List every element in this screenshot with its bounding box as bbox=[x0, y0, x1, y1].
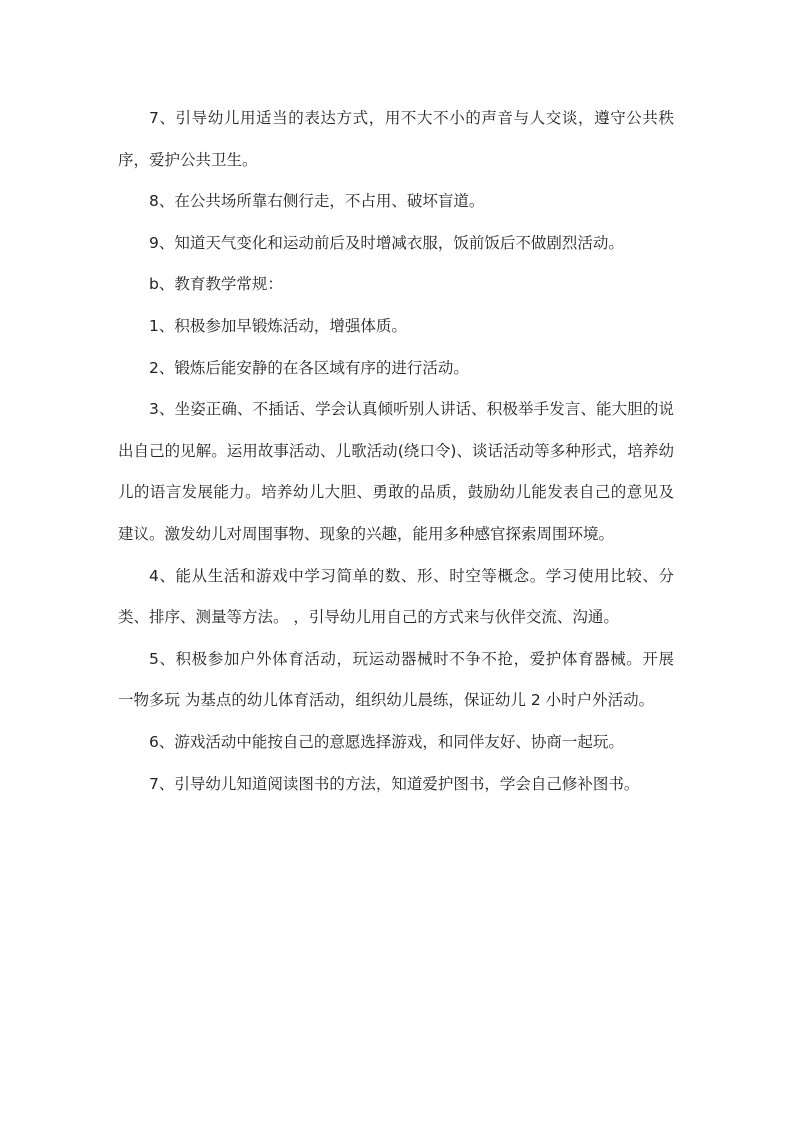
paragraph-item-4-math-concepts: 4、能从生活和游戏中学习简单的数、形、时空等概念。学习使用比较、分类、排序、测量等方法。 ，引导幼儿用自己的方式来与伙伴交流、沟通。 bbox=[118, 566, 674, 627]
paragraph-item-5-outdoor-sports: 5、积极参加户外体育活动，玩运动器械时不争不抢，爱护体育器械。开展 一物多玩 为基点的幼儿体育活动，组织幼儿晨练，保证幼儿 2 小时户外活动。 bbox=[118, 649, 674, 710]
document-body bbox=[118, 98, 674, 805]
paragraph-item-7-reading: 7、引导幼儿知道阅读图书的方法，知道爱护图书，学会自己修补图书。 bbox=[149, 774, 640, 793]
paragraph-item-1-morning-exercise: 1、积极参加早锻炼活动，增强体质。 bbox=[149, 316, 407, 335]
section-heading-teaching-routine: b、教育教学常规： bbox=[149, 275, 283, 294]
paragraph-item-6-games: 6、游戏活动中能按自己的意愿选择游戏，和同伴友好、协商一起玩。 bbox=[149, 732, 624, 751]
paragraph-item-8-walk-right: 8、在公共场所靠右侧行走，不占用、破坏盲道。 bbox=[149, 192, 485, 211]
paragraph-item-2-quiet-activity: 2、锻炼后能安静的在各区域有序的进行活动。 bbox=[149, 358, 469, 377]
paragraph-item-3-language: 3、坐姿正确、不插话、学会认真倾听别人讲话、积极举手发言、能大胆的说出自己的见解。运用故事活动、儿歌活动(绕口令)、谈话活动等多种形式，培养幼儿的语言发展能力。培养幼儿大胆、勇敢的品质，鼓励幼儿能发表自己的意见及建议。激发幼儿对周围事物、现象的兴趣，能用多种感官探索周围环境。 bbox=[118, 400, 674, 543]
paragraph-item-9-clothing: 9、知道天气变化和运动前后及时增减衣服，饭前饭后不做剧烈活动。 bbox=[149, 233, 624, 252]
paragraph-item-7-conversation: 7、引导幼儿用适当的表达方式，用不大不小的声音与人交谈，遵守公共秩序，爱护公共卫生。 bbox=[118, 109, 674, 169]
